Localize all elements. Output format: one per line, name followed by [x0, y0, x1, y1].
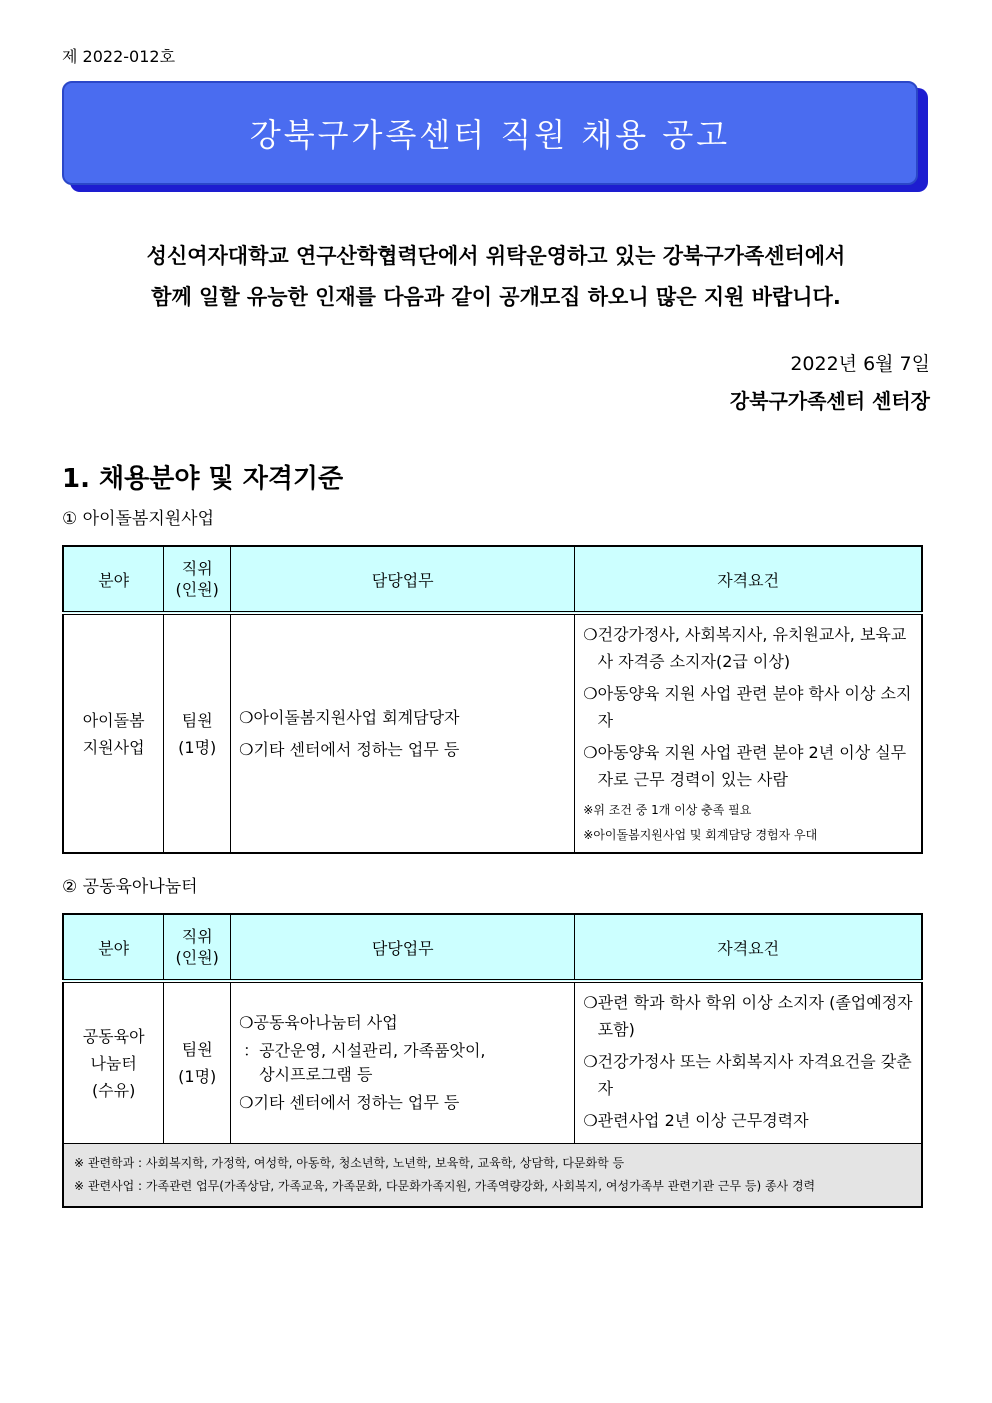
position-line1: 팀원: [181, 1040, 213, 1059]
header-qualification: 자격요건: [575, 546, 922, 613]
position-line2: (1명): [178, 1067, 217, 1086]
bullet-marker: ❍: [583, 743, 598, 762]
duty-detail-line2: 상시프로그램 등: [259, 1065, 373, 1084]
duty-item: [239, 1087, 574, 1119]
duty-text: 기타 센터에서 정하는 업무 등: [253, 739, 460, 759]
qualification-item: [583, 1107, 915, 1134]
qualification-text: 아동양육 지원 사업 관련 분야 학사 이상 소지자: [597, 684, 912, 730]
field-line1: 공동육아: [82, 1026, 145, 1046]
page-title: 강북구가족센터 직원 채용 공고: [249, 116, 731, 154]
header-position-line1: 직위: [181, 559, 213, 578]
duty-item: [239, 734, 574, 766]
duty-item: [239, 1007, 574, 1039]
table2-subtitle: ② 공동육아나눔터: [62, 877, 198, 897]
bullet-marker: ❍: [239, 739, 254, 759]
header-position-line2: (인원): [175, 948, 219, 967]
table-header-row: [63, 914, 922, 981]
announcement-date: 2022년 6월 7일: [790, 353, 930, 375]
title-banner: [62, 81, 918, 185]
table1-subtitle: ① 아이돌봄지원사업: [62, 509, 215, 529]
qualification-item: [583, 739, 915, 793]
bullet-marker: ❍: [239, 1093, 254, 1112]
qualification-text: 아동양육 지원 사업 관련 분야 2년 이상 실무자로 근무 경력이 있는 사람: [597, 743, 907, 789]
cell-qualification: [575, 613, 922, 853]
header-duty: 담당업무: [231, 914, 575, 981]
header-field: 분야: [63, 546, 164, 613]
duty-text: 공동육아나눔터 사업: [253, 1013, 398, 1032]
document-number: 제 2022-012호: [62, 47, 176, 66]
intro-line-1: 성신여자대학교 연구산학협력단에서 위탁운영하고 있는 강북구가족센터에서: [146, 244, 846, 268]
cell-position: [164, 981, 231, 1144]
section-title: 1. 채용분야 및 자격기준: [62, 464, 344, 494]
qualification-item: [583, 989, 915, 1043]
qualification-text: 건강가정사, 사회복지사, 유치원교사, 보육교사 자격증 소지자(2급 이상): [597, 625, 907, 671]
header-position-line1: 직위: [181, 927, 213, 946]
cell-field: [63, 981, 164, 1144]
qualification-text: 관련 학과 학사 학위 이상 소지자 (졸업예정자 포함): [597, 993, 913, 1039]
cell-duty: [231, 613, 575, 853]
table-header-row: [63, 546, 922, 613]
bullet-marker: ❍: [583, 993, 598, 1012]
header-position-line2: (인원): [175, 580, 219, 599]
header-position: [164, 546, 231, 613]
cell-qualification: [575, 981, 922, 1144]
field-line1: 아이돌봄: [82, 710, 145, 730]
header-field: 분야: [63, 914, 164, 981]
footnote-related-work: ※ 관련사업 : 가족관련 업무(가족상담, 가족교육, 가족문화, 다문화가족지원, 가족역량강화, 사회복지, 여성가족부 관련기관 근무 등) 종사 경력: [74, 1179, 816, 1193]
header-position: [164, 914, 231, 981]
duty-text: 기타 센터에서 정하는 업무 등: [253, 1093, 460, 1112]
cell-field: [63, 613, 164, 853]
table-row: [63, 981, 922, 1144]
bullet-marker: ❍: [239, 707, 254, 727]
position-line1: 팀원: [181, 710, 213, 730]
field-line2: 나눔터: [90, 1053, 137, 1073]
bullet-marker: ❍: [583, 1052, 598, 1071]
recruitment-table-cooperative-childcare: [62, 913, 923, 1208]
position-line2: (1명): [178, 737, 217, 757]
bullet-marker: ❍: [583, 684, 598, 703]
field-line2: 지원사업: [82, 737, 145, 757]
footnote-cell: [63, 1144, 922, 1208]
bullet-marker: ❍: [239, 1013, 254, 1032]
signer: 강북구가족센터 센터장: [729, 389, 930, 413]
qualification-item: [583, 1048, 915, 1102]
qualification-text: 건강가정사 또는 사회복지사 자격요건을 갖춘 자: [597, 1052, 912, 1098]
qualification-item: [583, 680, 915, 734]
qualification-note: ※아이돌봄지원사업 및 회계담당 경험자 우대: [583, 828, 818, 842]
table-row: [63, 613, 922, 853]
duty-detail-line1: ：공간운영, 시설관리, 가족품앗이,: [243, 1041, 486, 1060]
cell-position: [164, 613, 231, 853]
cell-duty: [231, 981, 575, 1144]
intro-line-2: 함께 일할 유능한 인재를 다음과 같이 공개모집 하오니 많은 지원 바랍니다.: [151, 285, 841, 309]
footnote-related-majors: ※ 관련학과 : 사회복지학, 가정학, 여성학, 아동학, 청소년학, 노년학, 보육학, 교육학, 상담학, 다문화학 등: [74, 1156, 625, 1170]
recruitment-table-childcare: [62, 545, 923, 854]
qualification-note: ※위 조건 중 1개 이상 충족 필요: [583, 803, 752, 817]
table-footnote-row: [63, 1144, 922, 1208]
bullet-marker: ❍: [583, 1111, 598, 1130]
duty-item: [239, 702, 574, 734]
field-line3: (수유): [91, 1080, 136, 1100]
header-qualification: 자격요건: [575, 914, 922, 981]
qualification-text: 관련사업 2년 이상 근무경력자: [597, 1111, 809, 1130]
qualification-item: [583, 621, 915, 675]
duty-text: 아이돌봄지원사업 회계담당자: [253, 707, 460, 727]
bullet-marker: ❍: [583, 625, 598, 644]
header-duty: 담당업무: [231, 546, 575, 613]
